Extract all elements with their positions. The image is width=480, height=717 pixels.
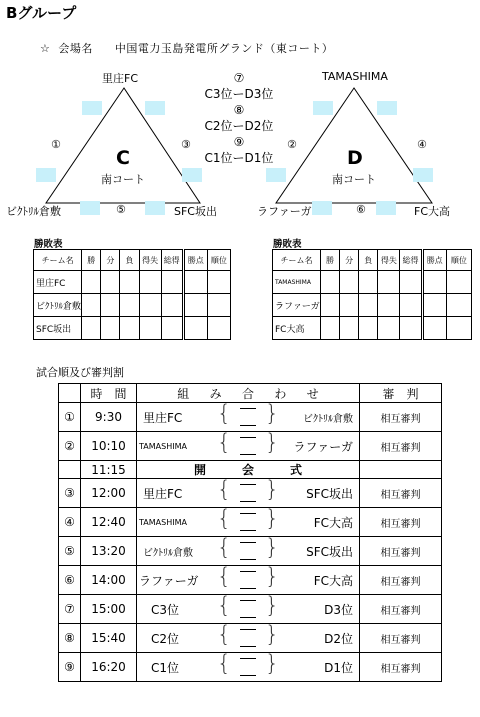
header-char: 組 — [177, 386, 190, 401]
match-number: ⑦ — [59, 595, 81, 624]
wl-header: 勝 — [82, 250, 101, 271]
vs-bracket: { } — [217, 624, 280, 653]
wl-team: TAMASHIMA — [273, 271, 321, 294]
table-row — [59, 537, 442, 566]
wl-title-d: 勝敗表 — [273, 239, 302, 250]
field-marker — [36, 168, 56, 182]
group-d-match-6: ⑥ — [356, 203, 366, 216]
wl-team: FC大高 — [273, 317, 321, 340]
team-b: FC大高 — [280, 566, 360, 595]
team-b: ラファーガ — [280, 432, 360, 461]
referee: 相互審判 — [360, 624, 442, 653]
table-row — [59, 508, 442, 537]
wl-table-c — [33, 249, 231, 340]
group-c-court: 南コート — [101, 173, 145, 186]
group-d-match-4: ④ — [417, 138, 427, 151]
vs-bracket: { } — [217, 595, 280, 624]
wl-header: 勝点 — [422, 250, 446, 271]
group-c-match-1: ① — [51, 138, 61, 151]
match-time: 14:00 — [81, 566, 137, 595]
match-number: ⑥ — [59, 566, 81, 595]
wl-header: 分 — [101, 250, 120, 271]
table-row — [59, 432, 442, 461]
schedule-header-time: 時 間 — [81, 384, 137, 403]
venue-name: 中国電力玉島発電所グランド（東コート） — [114, 42, 334, 55]
field-marker — [266, 168, 286, 182]
wl-team: SFC坂出 — [34, 317, 82, 340]
table-row — [59, 479, 442, 508]
header-char: 合 — [241, 386, 254, 401]
table-row — [59, 595, 442, 624]
match-time: 15:40 — [81, 624, 137, 653]
wl-header: 総得 — [161, 250, 183, 271]
vs-bracket: { } — [217, 479, 280, 508]
team-a: TAMASHIMA — [137, 432, 217, 461]
team-a: ビｸﾄﾘﾙ倉敷 — [137, 537, 217, 566]
team-b: SFC坂出 — [280, 537, 360, 566]
table-row — [59, 624, 442, 653]
team-b: D3位 — [280, 595, 360, 624]
schedule-table — [58, 383, 442, 682]
group-c-left-team: ビｸﾄﾘﾙ倉敷 — [6, 205, 61, 218]
wl-team: ビｸﾄﾘﾙ倉敷 — [34, 294, 82, 317]
team-a: 里庄FC — [137, 403, 217, 432]
vs-bracket: { } — [217, 537, 280, 566]
referee: 相互審判 — [360, 403, 442, 432]
team-b: SFC坂出 — [280, 479, 360, 508]
wl-header: 分 — [340, 250, 359, 271]
schedule-title: 試合順及び審判割 — [36, 366, 124, 379]
schedule-header-ref: 審 判 — [360, 384, 442, 403]
ceremony-char: 会 — [241, 463, 254, 477]
group-c-right-team: SFC坂出 — [174, 205, 217, 218]
schedule-header-match — [137, 384, 360, 403]
team-a: 里庄FC — [137, 479, 217, 508]
table-row — [59, 566, 442, 595]
referee: 相互審判 — [360, 432, 442, 461]
match-number: ① — [59, 403, 81, 432]
match-time: 15:00 — [81, 595, 137, 624]
header-char: せ — [306, 386, 319, 401]
match-number: ⑤ — [59, 537, 81, 566]
team-b: D2位 — [280, 624, 360, 653]
ceremony-char: 開 — [193, 463, 206, 477]
referee: 相互審判 — [360, 566, 442, 595]
referee: 相互審判 — [360, 508, 442, 537]
header-char: み — [209, 386, 222, 401]
wl-table-d — [272, 249, 472, 340]
match-number: ④ — [59, 508, 81, 537]
field-marker — [377, 101, 397, 115]
field-marker — [82, 101, 102, 115]
field-marker — [312, 201, 332, 215]
vs-bracket: { } — [217, 653, 280, 682]
team-a: C1位 — [137, 653, 217, 682]
wl-title-c: 勝敗表 — [34, 239, 63, 250]
wl-team: 里庄FC — [34, 271, 82, 294]
match-time: 13:20 — [81, 537, 137, 566]
group-d-right-team: FC大高 — [414, 205, 451, 218]
group-d-match-2: ② — [287, 138, 297, 151]
match-number: ② — [59, 432, 81, 461]
match-time: 9:30 — [81, 403, 137, 432]
wl-header: 順位 — [207, 250, 230, 271]
vs-bracket: { } — [217, 432, 280, 461]
finals-item: ⑧ — [233, 103, 245, 117]
header-char: わ — [274, 386, 287, 401]
group-d-left-team: ラファーガ — [257, 205, 312, 218]
group-c-match-5: ⑤ — [116, 203, 126, 216]
wl-header: 得失 — [139, 250, 161, 271]
group-d-court: 南コート — [332, 173, 376, 186]
field-marker — [80, 201, 100, 215]
wl-header: 順位 — [446, 250, 471, 271]
wl-header: 勝 — [320, 250, 339, 271]
ceremony-row — [59, 461, 442, 479]
finals-item: C3位ーD3位 — [204, 87, 274, 101]
wl-header: チーム名 — [273, 250, 321, 271]
referee: 相互審判 — [360, 537, 442, 566]
field-marker — [182, 168, 202, 182]
referee: 相互審判 — [360, 479, 442, 508]
table-row — [59, 403, 442, 432]
match-time: 16:20 — [81, 653, 137, 682]
field-marker — [145, 201, 165, 215]
finals-list — [186, 70, 292, 166]
team-a: C3位 — [137, 595, 217, 624]
vs-bracket: { } — [217, 403, 280, 432]
ceremony-char: 式 — [290, 463, 303, 477]
ceremony-time: 11:15 — [81, 461, 137, 479]
team-b: FC大高 — [280, 508, 360, 537]
finals-item: ⑦ — [233, 71, 245, 85]
match-time: 10:10 — [81, 432, 137, 461]
team-a: ラファーガ — [137, 566, 217, 595]
team-b: D1位 — [280, 653, 360, 682]
group-c-top-team: 里庄FC — [102, 72, 139, 85]
match-time: 12:00 — [81, 479, 137, 508]
wl-header: チーム名 — [34, 250, 82, 271]
referee: 相互審判 — [360, 595, 442, 624]
wl-header: 得失 — [378, 250, 400, 271]
match-number: ⑧ — [59, 624, 81, 653]
wl-header: 勝点 — [183, 250, 207, 271]
team-b: ビｸﾄﾘﾙ倉敷 — [280, 403, 360, 432]
field-marker — [376, 201, 396, 215]
group-d-letter: D — [347, 147, 363, 169]
team-a: TAMASHIMA — [137, 508, 217, 537]
schedule-header-blank — [59, 384, 81, 403]
ceremony-label — [137, 461, 360, 479]
vs-bracket: { } — [217, 508, 280, 537]
group-d-top-team: TAMASHIMA — [322, 70, 388, 83]
vs-bracket: { } — [217, 566, 280, 595]
wl-team: ラファーガ — [273, 294, 321, 317]
match-time: 12:40 — [81, 508, 137, 537]
wl-header: 総得 — [400, 250, 422, 271]
star-icon: ☆ — [40, 42, 51, 55]
finals-item: ⑨ — [233, 135, 245, 149]
venue-label: 会場名 — [58, 42, 93, 55]
page-title: Bグループ — [6, 4, 77, 22]
team-a: C2位 — [137, 624, 217, 653]
match-number: ⑨ — [59, 653, 81, 682]
wl-header: 負 — [120, 250, 139, 271]
group-c-letter: C — [116, 147, 130, 169]
match-number: ③ — [59, 479, 81, 508]
wl-header: 負 — [359, 250, 378, 271]
field-marker — [313, 101, 333, 115]
field-marker — [145, 101, 165, 115]
finals-item: C2位ーD2位 — [204, 119, 274, 133]
table-row — [59, 653, 442, 682]
field-marker — [413, 168, 433, 182]
referee: 相互審判 — [360, 653, 442, 682]
finals-item: C1位ーD1位 — [204, 151, 274, 165]
group-c-match-3: ③ — [181, 138, 191, 151]
